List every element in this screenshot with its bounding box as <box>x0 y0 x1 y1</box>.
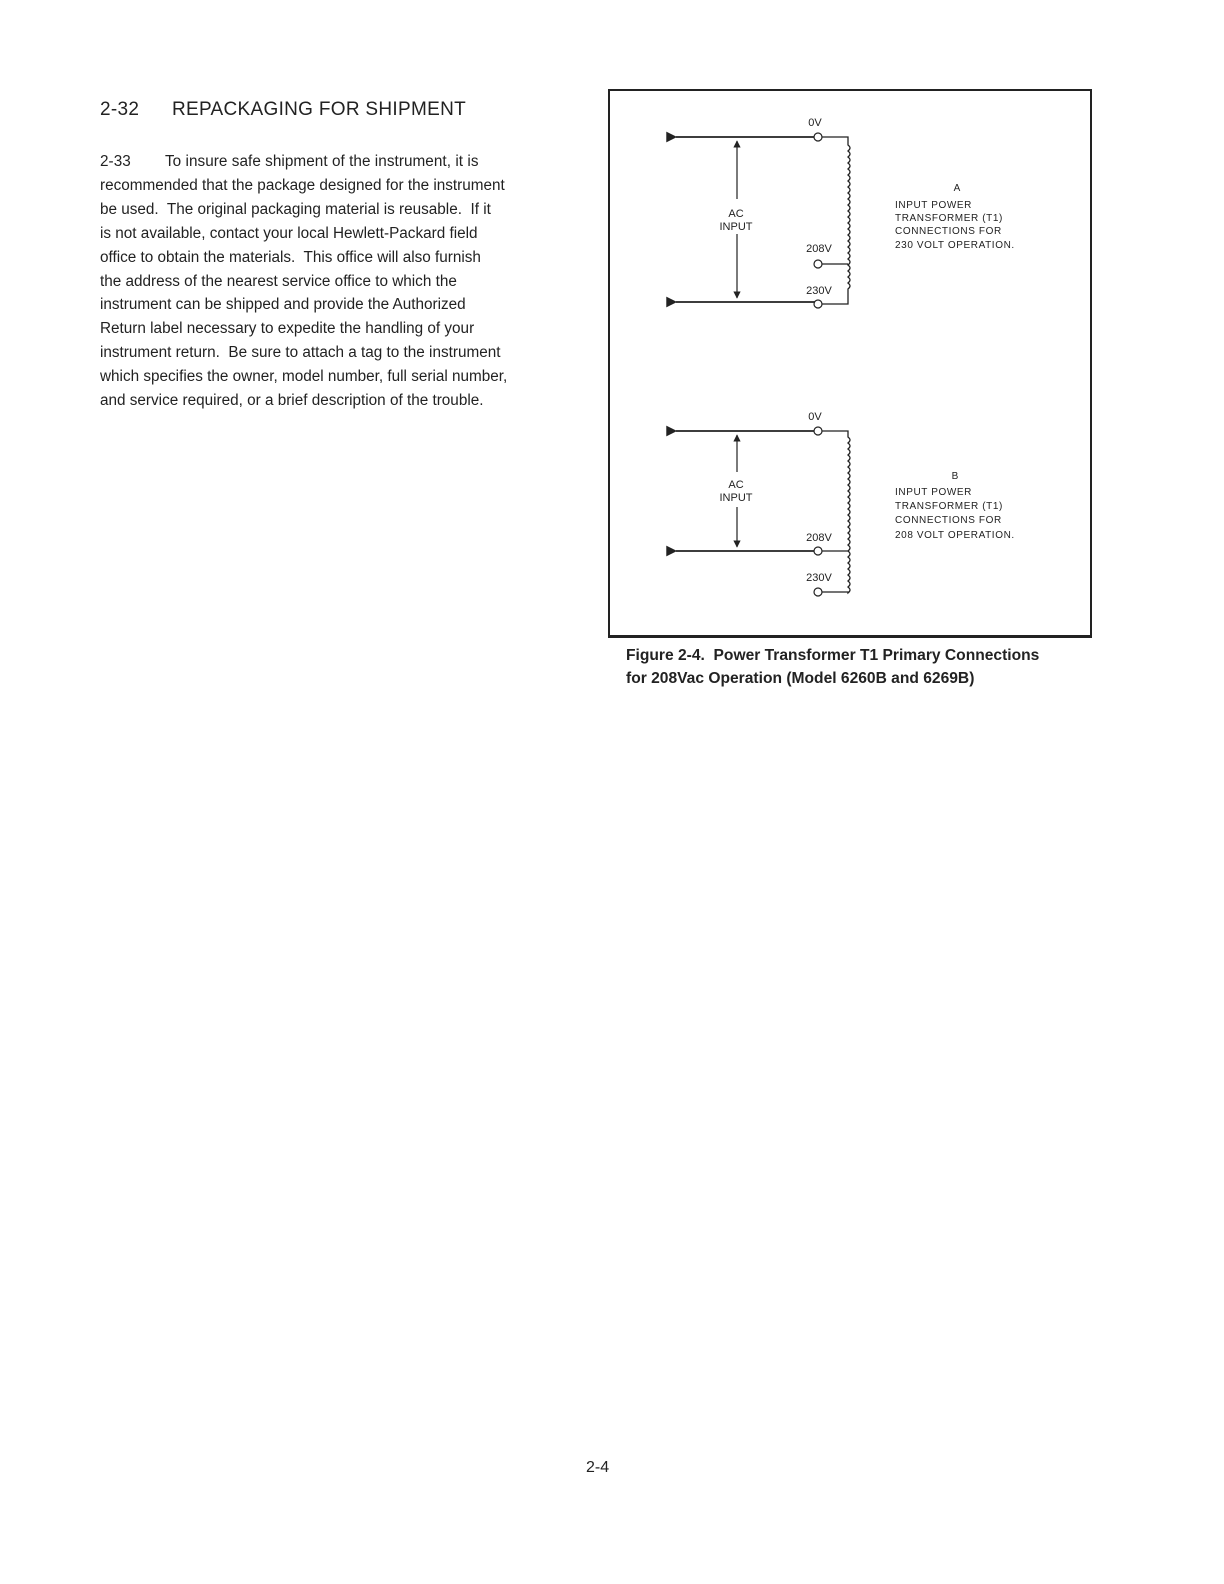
transformer-winding <box>822 137 850 304</box>
terminal-208v <box>814 260 822 268</box>
tap-230v-label: 230V <box>806 285 832 297</box>
paragraph-line: instrument can be shipped and provide the Authorized <box>100 296 466 314</box>
diagram-a <box>676 117 1015 308</box>
figure-box <box>608 89 1092 638</box>
tap-230v-label: 230V <box>806 572 832 584</box>
note-line: CONNECTIONS FOR <box>895 515 1002 526</box>
transformer-winding <box>822 431 850 593</box>
note-line: 230 VOLT OPERATION. <box>895 240 1015 251</box>
terminal-230v <box>814 588 822 596</box>
paragraph-line: office to obtain the materials. This office will also furnish <box>100 248 481 266</box>
wiring-diagrams <box>610 91 1090 635</box>
paragraph-line: the address of the nearest service office to which the <box>100 272 457 290</box>
paragraph-line: be used. The original packaging material is reusable. If it <box>100 200 491 218</box>
paragraph-line: recommended that the package designed for the instrument <box>100 176 505 194</box>
note-line: 208 VOLT OPERATION. <box>895 530 1015 541</box>
terminal-0v <box>814 133 822 141</box>
caption-line: for 208Vac Operation (Model 6260B and 6269B) <box>626 670 975 687</box>
page-number: 2-4 <box>586 1459 610 1476</box>
section-number: 2-32 <box>100 99 140 120</box>
note-line: TRANSFORMER (T1) <box>895 501 1003 512</box>
note-line: INPUT POWER <box>895 200 972 211</box>
paragraph-line: 2-33 To insure safe shipment of the instrument, it is <box>100 153 479 170</box>
paragraph-line: which specifies the owner, model number, full serial number, <box>100 368 508 386</box>
tap-208v-label: 208V <box>806 532 832 544</box>
caption-line: Figure 2-4. Power Transformer T1 Primary Connections <box>626 647 1040 664</box>
paragraph-line: instrument return. Be sure to attach a tag to the instrument <box>100 344 501 362</box>
figure-caption <box>626 644 1096 690</box>
note-letter: A <box>953 183 961 194</box>
note-line: CONNECTIONS FOR <box>895 226 1002 237</box>
note-line: INPUT POWER <box>895 487 972 498</box>
ac-label: AC <box>728 208 744 220</box>
terminal-0v <box>814 427 822 435</box>
section-title: REPACKAGING FOR SHIPMENT <box>172 99 466 120</box>
input-label: INPUT <box>719 221 753 233</box>
tap-0v-label: 0V <box>808 117 822 129</box>
paragraph-line: Return label necessary to expedite the handling of your <box>100 320 475 338</box>
section-heading <box>100 99 466 121</box>
diagram-b <box>676 411 1015 596</box>
tap-0v-label: 0V <box>808 411 822 423</box>
paragraph-line: is not available, contact your local Hewlett-Packard field <box>100 224 478 242</box>
paragraph-line: and service required, or a brief description of the trouble. <box>100 392 484 410</box>
body-paragraph <box>100 150 588 413</box>
tap-208v-label: 208V <box>806 243 832 255</box>
note-letter: B <box>951 471 959 482</box>
input-label: INPUT <box>719 492 753 504</box>
terminal-208v <box>814 547 822 555</box>
terminal-230v <box>814 300 822 308</box>
note-line: TRANSFORMER (T1) <box>895 213 1003 224</box>
ac-label: AC <box>728 479 744 491</box>
